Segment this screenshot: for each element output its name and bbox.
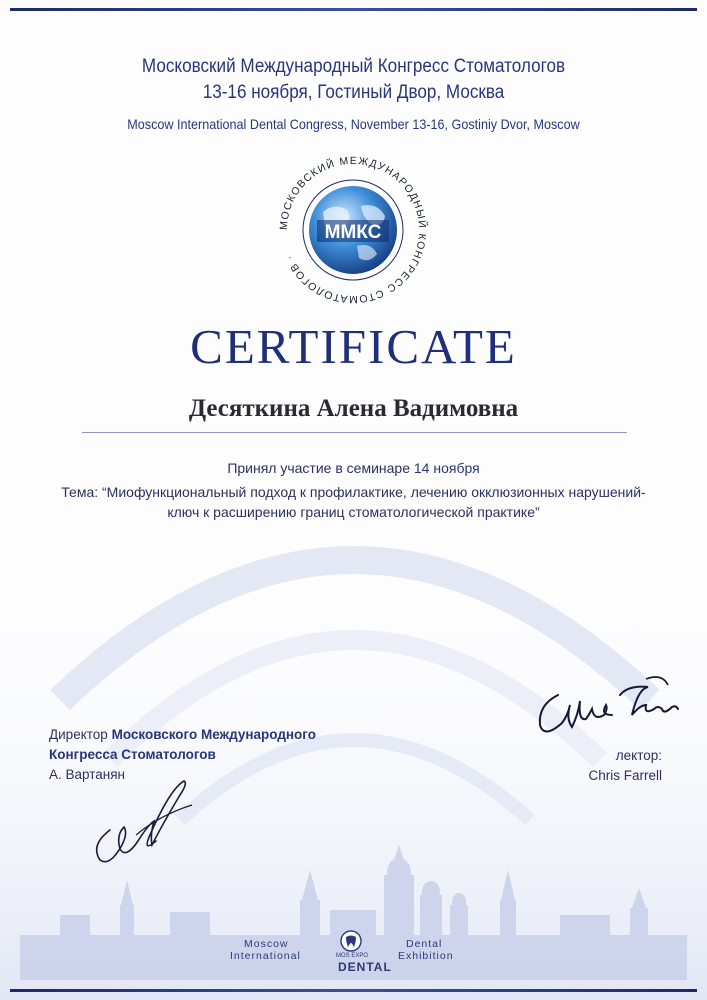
right-signatory-name: Chris Farrell (588, 768, 662, 783)
bottom-border (10, 989, 697, 992)
footer-brand-small: MOS EXPO (336, 953, 369, 959)
name-underline (82, 432, 627, 433)
header-title-en: Moscow International Dental Congress, November 13-16, Gostiniy Dvor, Moscow (127, 116, 580, 132)
mmks-logo (273, 150, 433, 310)
participation-line (0, 460, 707, 476)
footer-left-line1: Moscow (244, 938, 289, 950)
footer-right-line2: Exhibition (398, 950, 454, 962)
right-signature (528, 675, 688, 745)
left-signatory-name: А. Вартанян (49, 767, 125, 782)
recipient-name: Десяткина Алена Вадимовна (188, 395, 519, 422)
left-signatory-org-line2: Конгресса Стоматологов (49, 747, 216, 762)
header-title-ru-line1: Московский Международный Конгресс Стоматологов (141, 56, 566, 77)
left-signatory-prefix: Директор (49, 727, 108, 742)
footer-left-line2: International (230, 950, 301, 962)
logo-ring-text: МОСКОВСКИЙ МЕЖДУНАРОДНЫЙ КОНГРЕСС СТОМАТОЛОГОВ · (277, 154, 429, 306)
left-signatory-title-line1 (49, 725, 316, 745)
participation-text: Принял участие в семинаре (227, 460, 410, 476)
header-title-ru-line2: 13-16 ноября, Гостиный Двор, Москва (202, 82, 505, 103)
certificate-title: CERTIFICATE (190, 319, 517, 374)
right-signatory-role: лектор: (615, 748, 662, 763)
left-signatory-org-line1: Московского Международного (111, 727, 316, 742)
seminar-date: 14 ноября (413, 460, 480, 476)
topic-line1: Тема: “Миофункциональный подход к профилактике, лечению окклюзионных нарушений- (61, 484, 646, 500)
tooth-icon (340, 930, 362, 952)
topic-line2: ключ к расширению границ стоматологической практике” (167, 504, 540, 520)
footer-right-line1: Dental (406, 938, 443, 950)
left-signature (80, 775, 200, 870)
right-signatory (588, 746, 662, 786)
footer-exhibition-logo (230, 930, 480, 980)
footer-brand: DENTAL (338, 960, 392, 974)
logo-center-text: ММКС (324, 222, 382, 243)
